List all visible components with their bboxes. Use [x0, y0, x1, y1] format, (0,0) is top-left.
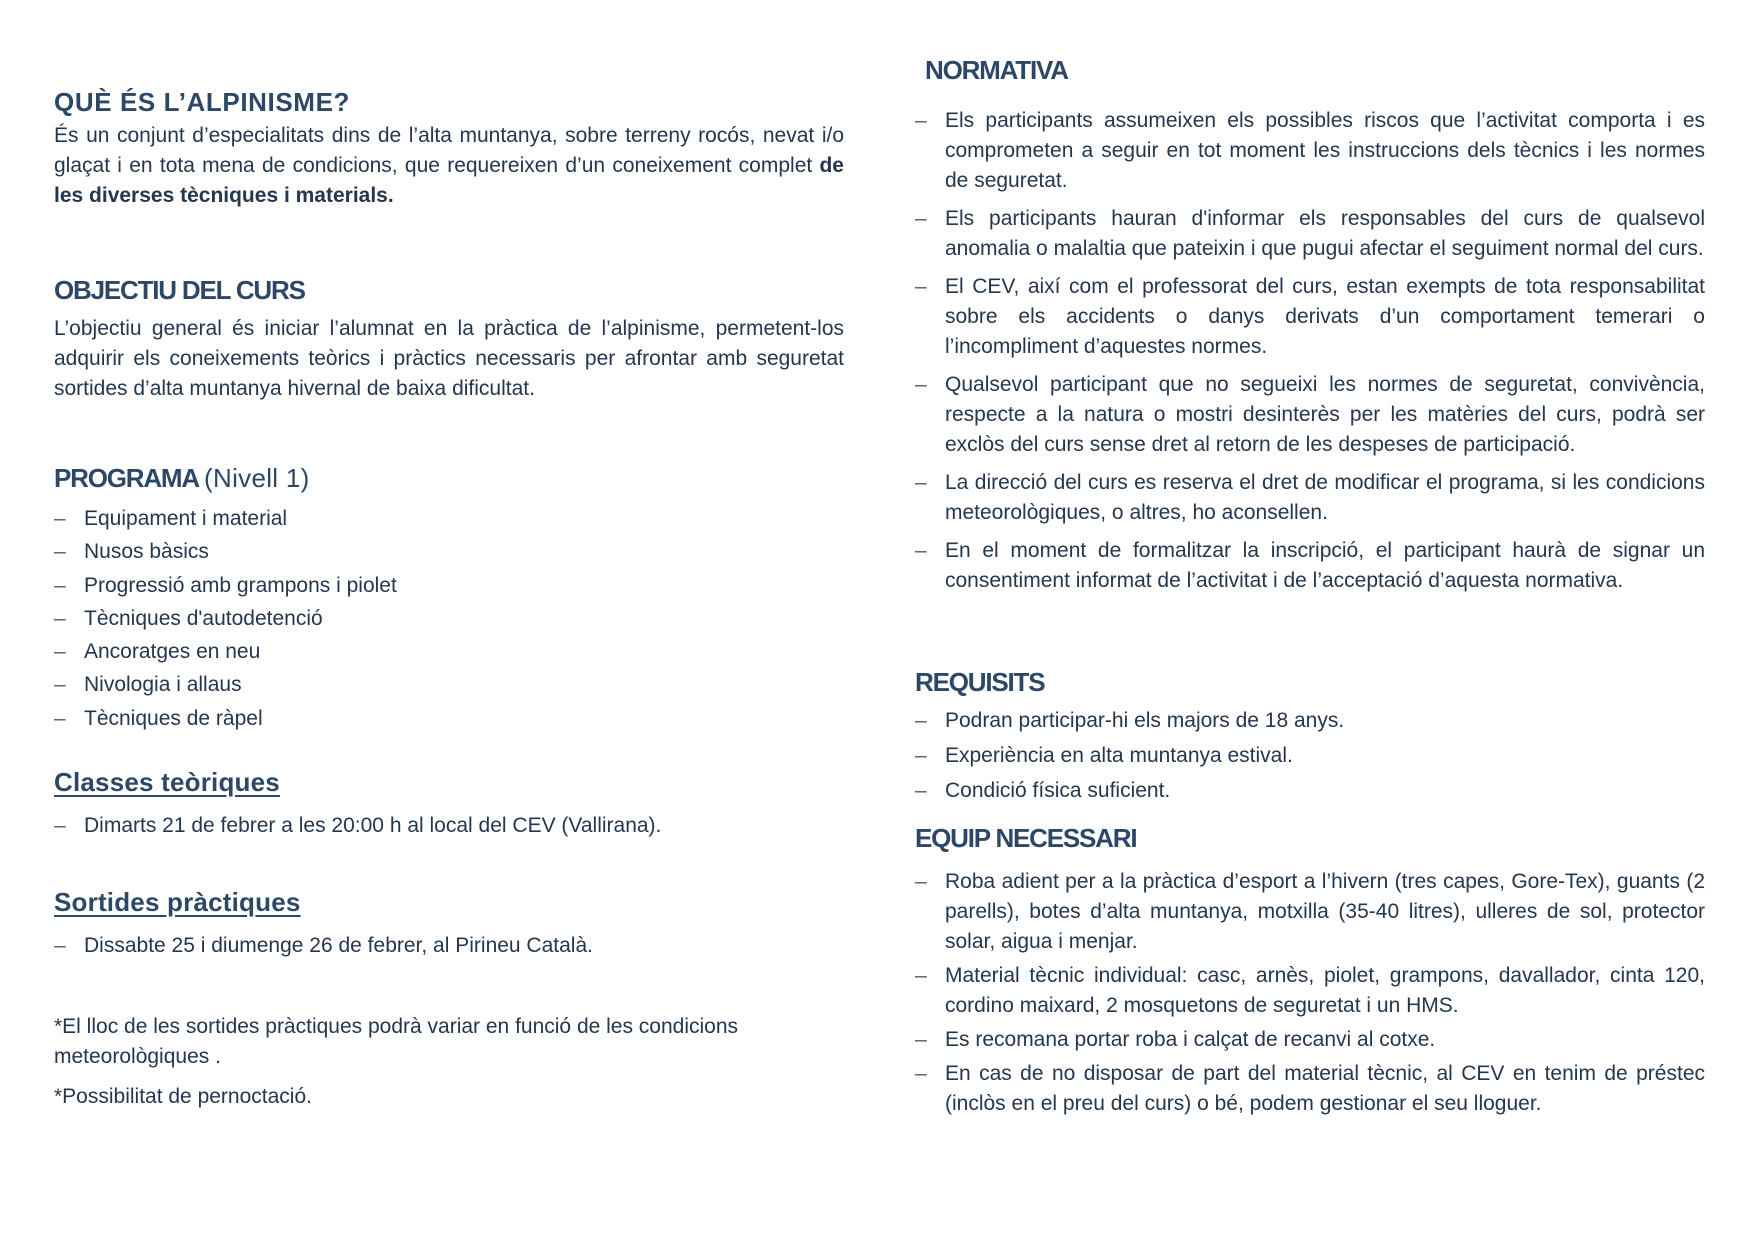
- alpinisme-text: [54, 121, 844, 211]
- section-equip: [915, 822, 1705, 1123]
- equip-title: EQUIP NECESSARI: [915, 823, 1137, 853]
- normativa-list: [915, 106, 1705, 596]
- teoriques-list: [54, 811, 844, 841]
- list-item: – Dimarts 21 de febrer a les 20:00 h al local del CEV (Vallirana).: [54, 811, 844, 841]
- list-item: – Qualsevol participant que no segueixi les normes de seguretat, convivència, respecte a la natura o mostri desinterès per les matèries del curs, podrà ser exclòs del curs sense dret al retorn de les despeses de participació.: [915, 370, 1705, 460]
- objectiu-text: L’objectiu general és iniciar l’alumnat en la pràctica de l’alpinisme, permetent-los adquirir els coneixements teòrics i pràctics necessaris per afrontar amb seguretat sortides d’alta muntanya hivernal de baixa dificultat.: [54, 317, 844, 400]
- section-programa: [54, 462, 844, 737]
- list-item: – Ancoratges en neu: [54, 637, 844, 667]
- section-notes: [54, 1012, 784, 1112]
- programa-title-main: PROGRAMA: [54, 463, 198, 493]
- note-lloc: *El lloc de les sortides pràctiques podrà variar en funció de les condicions meteorològiques .: [54, 1015, 739, 1068]
- equip-list: [915, 867, 1705, 1119]
- section-teoriques: [54, 766, 844, 841]
- list-item: – Els participants assumeixen els possibles riscos que l’activitat comporta i es comprometen a seguir en tot moment les instruccions dels tècnics i les normes de seguretat.: [915, 106, 1705, 196]
- programa-list: [54, 504, 844, 734]
- section-objectiu: [54, 274, 844, 404]
- section-normativa: [915, 54, 1705, 604]
- objectiu-title: OBJECTIU DEL CURS: [54, 275, 305, 305]
- list-item: – Progressió amb grampons i piolet: [54, 571, 844, 601]
- requisits-title: REQUISITS: [915, 667, 1045, 697]
- alpinisme-title: QUÈ ÉS L’ALPINISME?: [54, 87, 350, 117]
- section-practiques: [54, 886, 844, 961]
- teoriques-title: Classes teòriques: [54, 767, 280, 797]
- alpinisme-text-normal: És un conjunt d’especialitats dins de l’alta muntanya, sobre terreny rocós, nevat i/o glaçat i en tota mena de condicions, que requereixen d’un coneixement complet: [54, 124, 844, 177]
- section-requisits: [915, 666, 1705, 811]
- list-item: – Nusos bàsics: [54, 537, 844, 567]
- list-item: – Equipament i material: [54, 504, 844, 534]
- note-pernoctacio: *Possibilitat de pernoctació.: [54, 1085, 312, 1108]
- programa-title: [54, 462, 844, 494]
- list-item: – El CEV, així com el professorat del curs, estan exempts de tota responsabilitat sobre els accidents o danys derivats d’un comportament temerari o l’incompliment d’aquestes normes.: [915, 272, 1705, 362]
- list-item: – Experiència en alta muntanya estival.: [915, 741, 1705, 771]
- requisits-list: [915, 706, 1705, 806]
- alpinisme-text-bold: de les diverses tècniques i materials.: [54, 154, 844, 207]
- programa-subtitle: (Nivell 1): [204, 463, 310, 493]
- list-item: – Els participants hauran d'informar els responsables del curs de qualsevol anomalia o malaltia que pateixin i que pugui afectar el seguiment normal del curs.: [915, 204, 1705, 264]
- list-item: – Tècniques d'autodetenció: [54, 604, 844, 634]
- list-item: – Condició física suficient.: [915, 776, 1705, 806]
- list-item: – En el moment de formalitzar la inscripció, el participant haurà de signar un consentiment informat de l’activitat i de l’acceptació d’aquesta normativa.: [915, 536, 1705, 596]
- normativa-title: NORMATIVA: [925, 55, 1068, 85]
- list-item: – La direcció del curs es reserva el dret de modificar el programa, si les condicions meteorològiques, o altres, ho aconsellen.: [915, 468, 1705, 528]
- practiques-list: [54, 931, 844, 961]
- list-item: – Material tècnic individual: casc, arnès, piolet, grampons, davallador, cinta 120, cordino maixard, 2 mosquetons de seguretat i un HMS.: [915, 961, 1705, 1021]
- list-item: – Roba adient per a la pràctica d’esport a l’hivern (tres capes, Gore-Tex), guants (2 parells), botes d’alta muntanya, motxilla (35-40 litres), ulleres de sol, protector solar, aigua i menjar.: [915, 867, 1705, 957]
- list-item: – Dissabte 25 i diumenge 26 de febrer, al Pirineu Català.: [54, 931, 844, 961]
- list-item: – Es recomana portar roba i calçat de recanvi al cotxe.: [915, 1025, 1705, 1055]
- list-item: – Tècniques de ràpel: [54, 704, 844, 734]
- list-item: – En cas de no disposar de part del material tècnic, al CEV en tenim de préstec (inclòs en el preu del curs) o bé, podem gestionar el seu lloguer.: [915, 1059, 1705, 1119]
- practiques-title: Sortides pràctiques: [54, 887, 301, 917]
- list-item: – Nivologia i allaus: [54, 670, 844, 700]
- section-alpinisme: [54, 86, 844, 211]
- list-item: – Podran participar-hi els majors de 18 anys.: [915, 706, 1705, 736]
